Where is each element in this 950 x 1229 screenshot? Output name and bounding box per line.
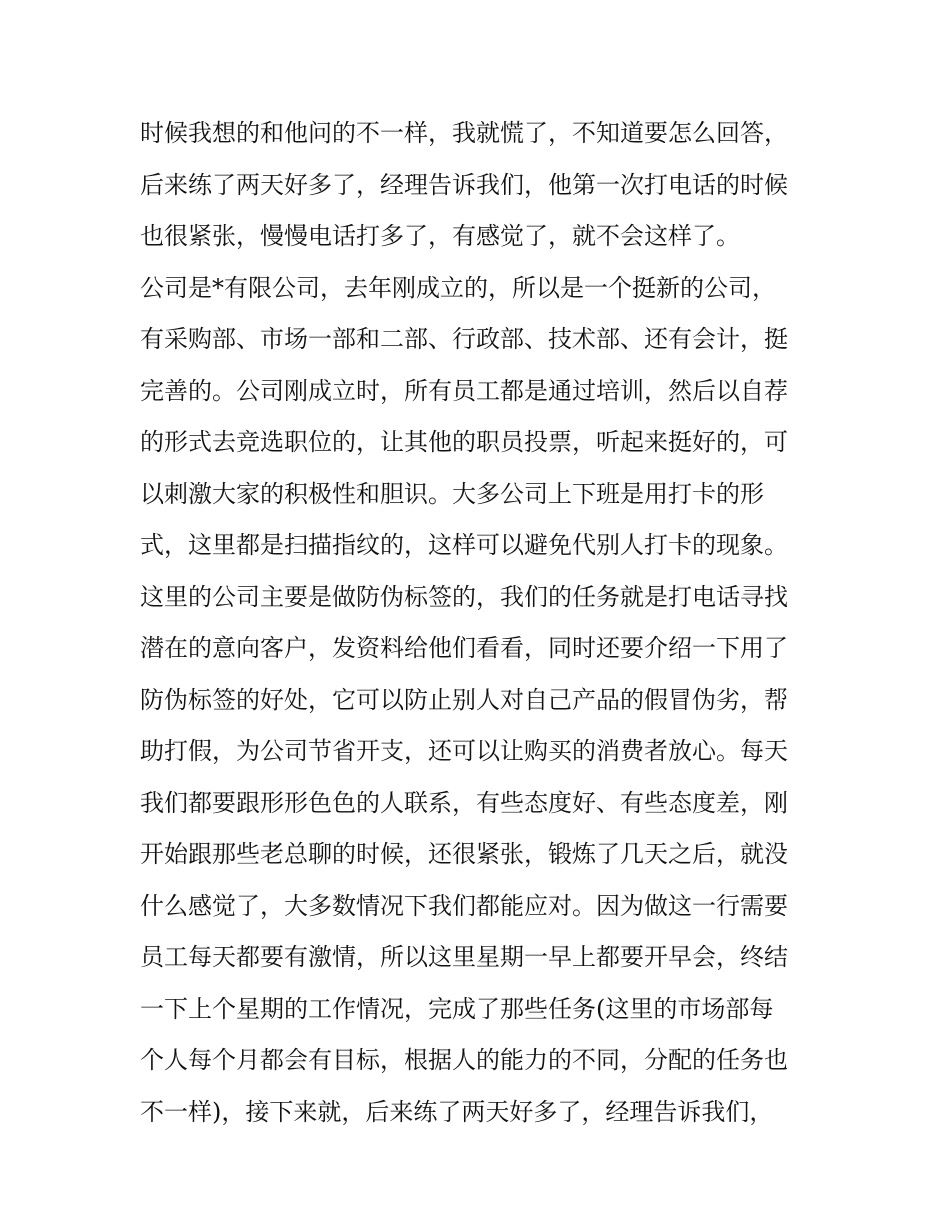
text-line: 有采购部、市场一部和二部、行政部、技术部、还有会计，挺 (140, 325, 788, 353)
text-line: 开始跟那些老总聊的时候，还很紧张，锻炼了几天之后，就没 (140, 840, 788, 868)
text-line: 完善的。公司刚成立时，所有员工都是通过培训，然后以自荐 (140, 376, 788, 405)
text-line: 一下上个星期的工作情况，完成了那些任务(这里的市场部每 (140, 994, 774, 1023)
text-line: 时候我想的和他问的不一样，我就慌了，不知道要怎么回答， (140, 119, 788, 147)
text-line: 后来练了两天好多了，经理告诉我们，他第一次打电话的时候 (140, 170, 788, 199)
text-line: 什么感觉了，大多数情况下我们都能应对。因为做这一行需要 (140, 891, 788, 920)
text-line: 式，这里都是扫描指纹的，这样可以避免代别人打卡的现象。 (140, 531, 788, 559)
text-line: 的形式去竞选职位的，让其他的职员投票，听起来挺好的，可 (140, 428, 788, 456)
text-line: 不一样)，接下来就，后来练了两天好多了，经理告诉我们， (140, 1097, 774, 1126)
text-line: 也很紧张，慢慢电话打多了，有感觉了，就不会这样了。 (140, 222, 740, 250)
text-line: 个人每个月都会有目标，根据人的能力的不同，分配的任务也 (140, 1046, 788, 1074)
text-line: 公司是*有限公司，去年刚成立的，所以是一个挺新的公司， (140, 273, 776, 302)
body-text (140, 108, 820, 1138)
text-line: 助打假，为公司节省开支，还可以让购买的消费者放心。每天 (140, 737, 788, 765)
text-line: 潜在的意向客户，发资料给他们看看，同时还要介绍一下用了 (140, 634, 788, 662)
text-line: 员工每天都要有激情，所以这里星期一早上都要开早会，终结 (140, 943, 788, 971)
text-line: 我们都要跟形形色色的人联系，有些态度好、有些态度差，刚 (140, 788, 788, 817)
text-line: 防伪标签的好处，它可以防止别人对自己产品的假冒伪劣，帮 (140, 685, 788, 714)
text-line: 这里的公司主要是做防伪标签的，我们的任务就是打电话寻找 (140, 582, 788, 611)
text-line: 以刺激大家的积极性和胆识。大多公司上下班是用打卡的形 (140, 479, 764, 508)
